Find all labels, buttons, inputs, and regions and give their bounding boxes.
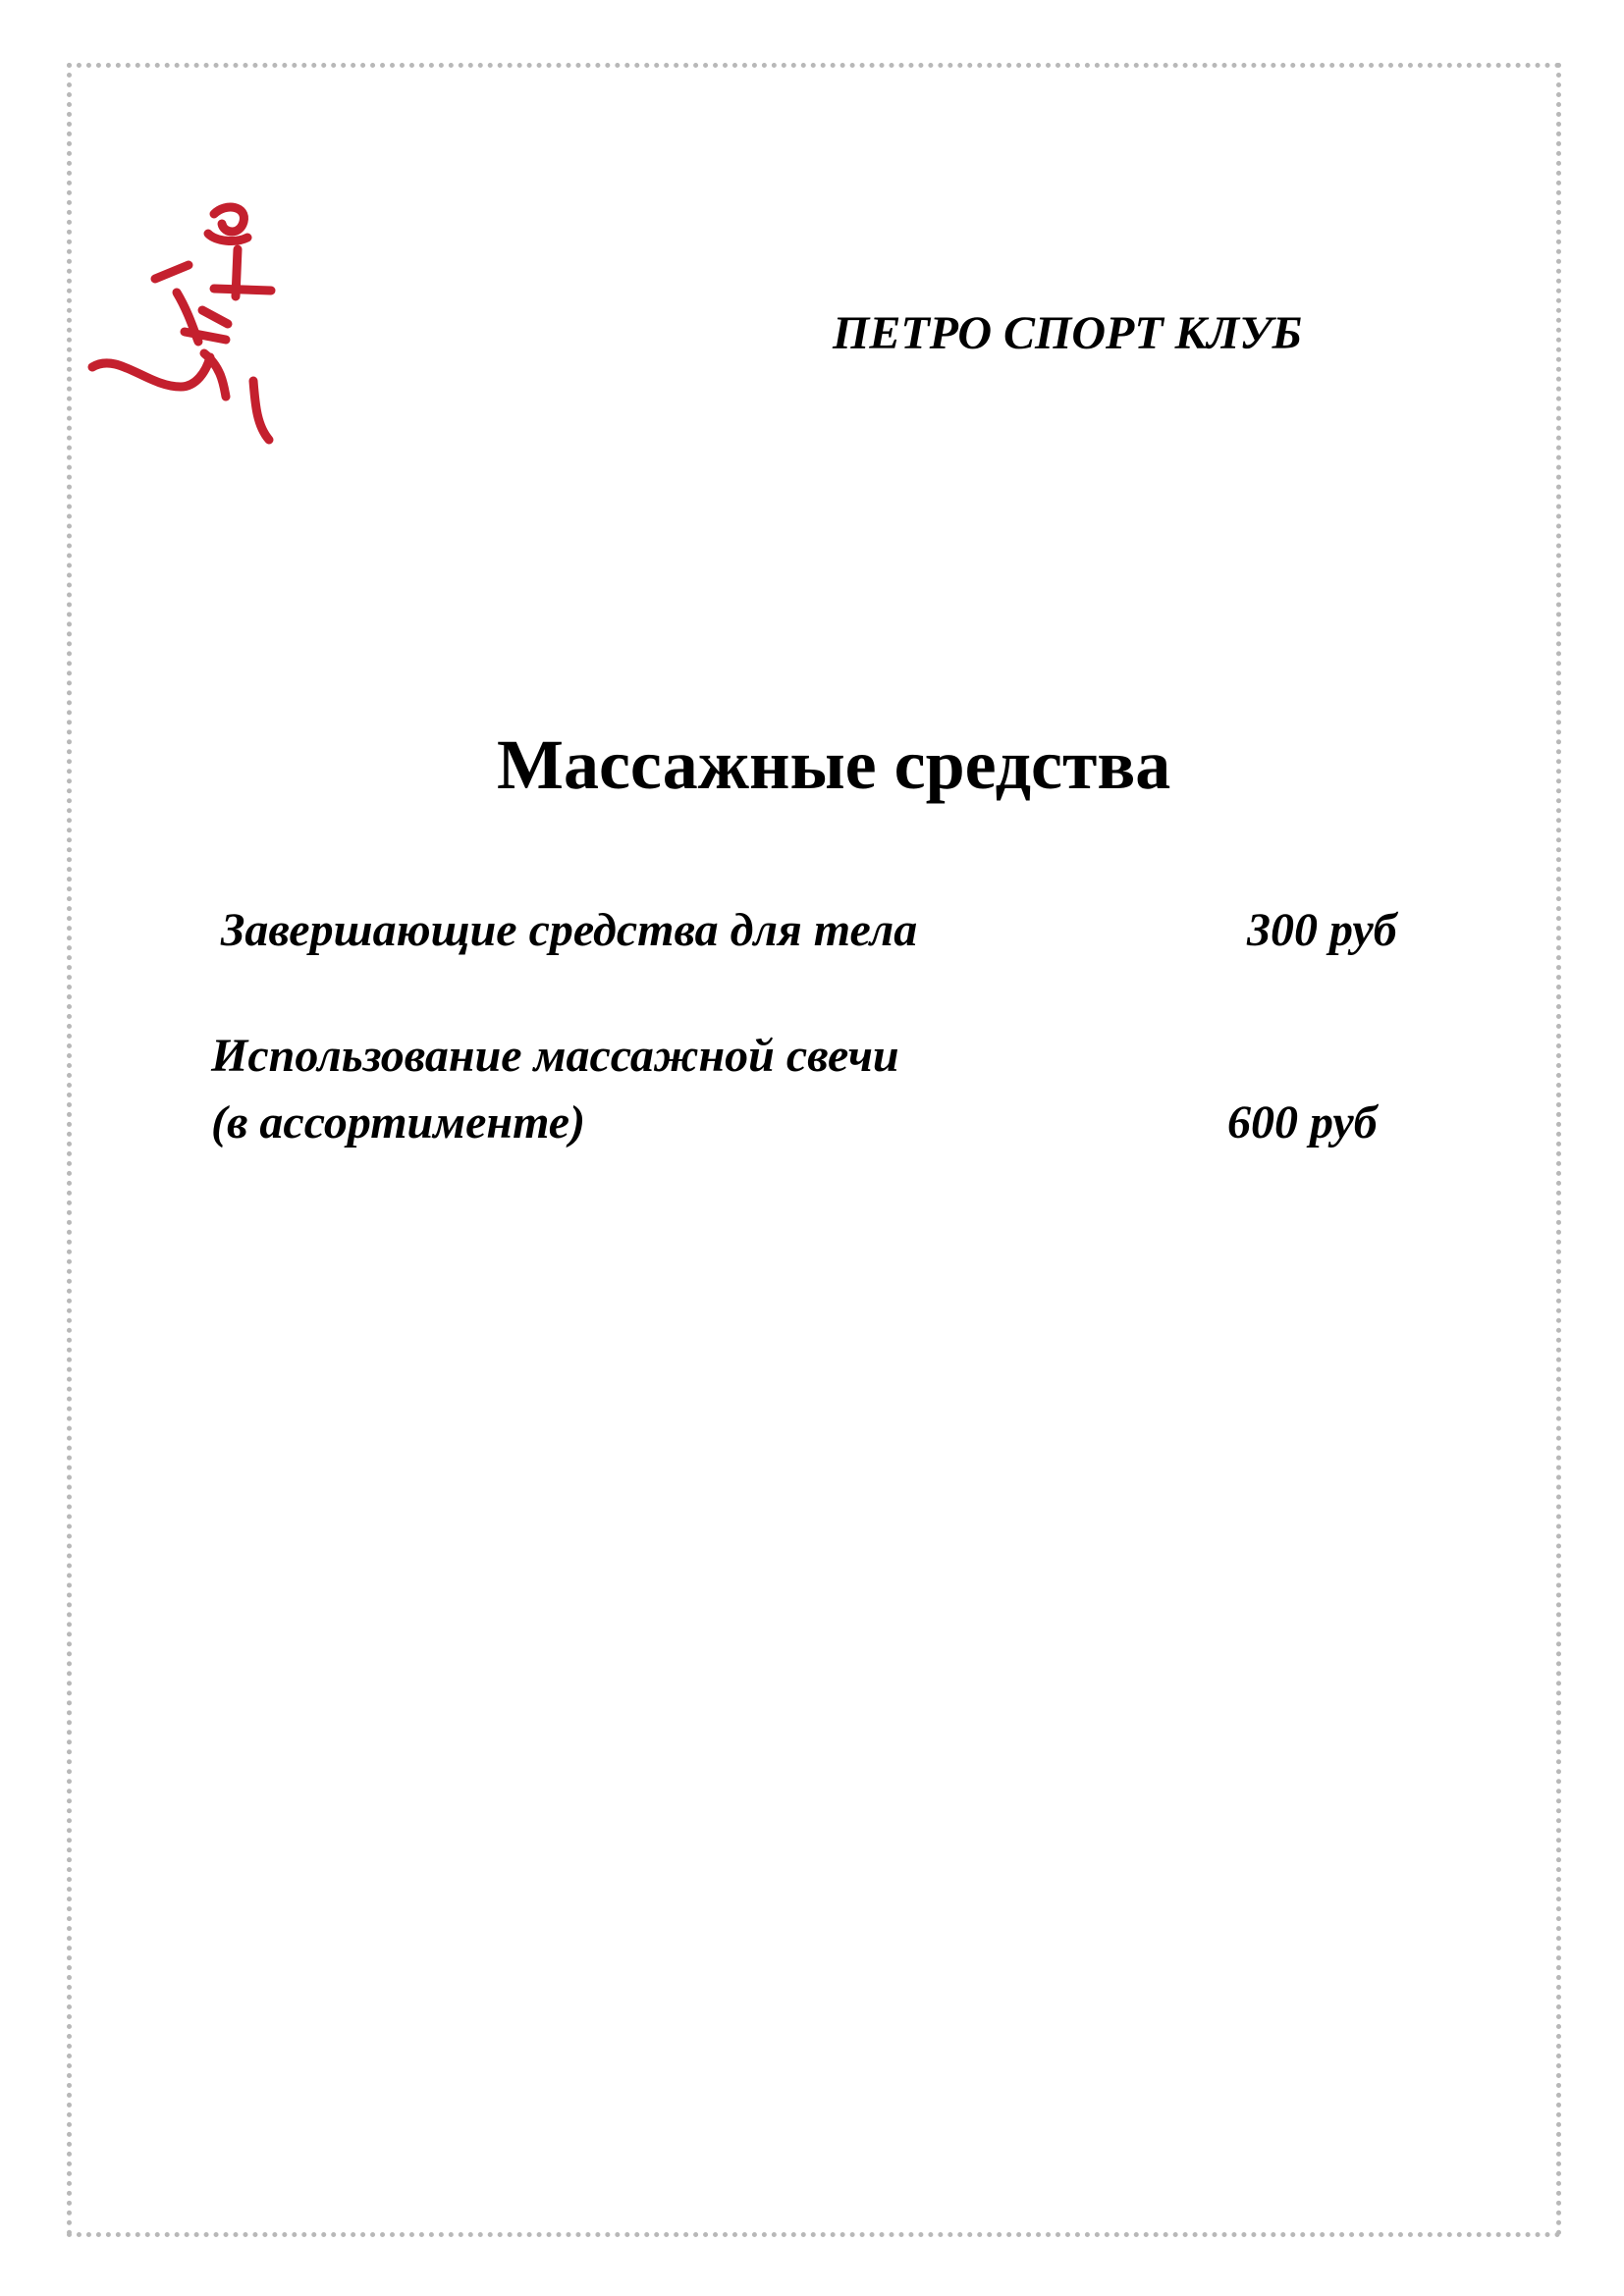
item-subname: (в ассортименте) <box>211 1096 586 1148</box>
page-title: Массажные средства <box>497 725 1171 804</box>
item-name: Завершающие средства для тела <box>221 904 918 956</box>
item-price: 600 руб <box>1227 1096 1378 1148</box>
item-name: Использование массажной свечи <box>211 1030 899 1082</box>
item-price: 300 руб <box>1247 904 1397 956</box>
club-name: ПЕТРО СПОРТ КЛУБ <box>833 307 1303 359</box>
runner-logo-icon <box>79 194 295 459</box>
